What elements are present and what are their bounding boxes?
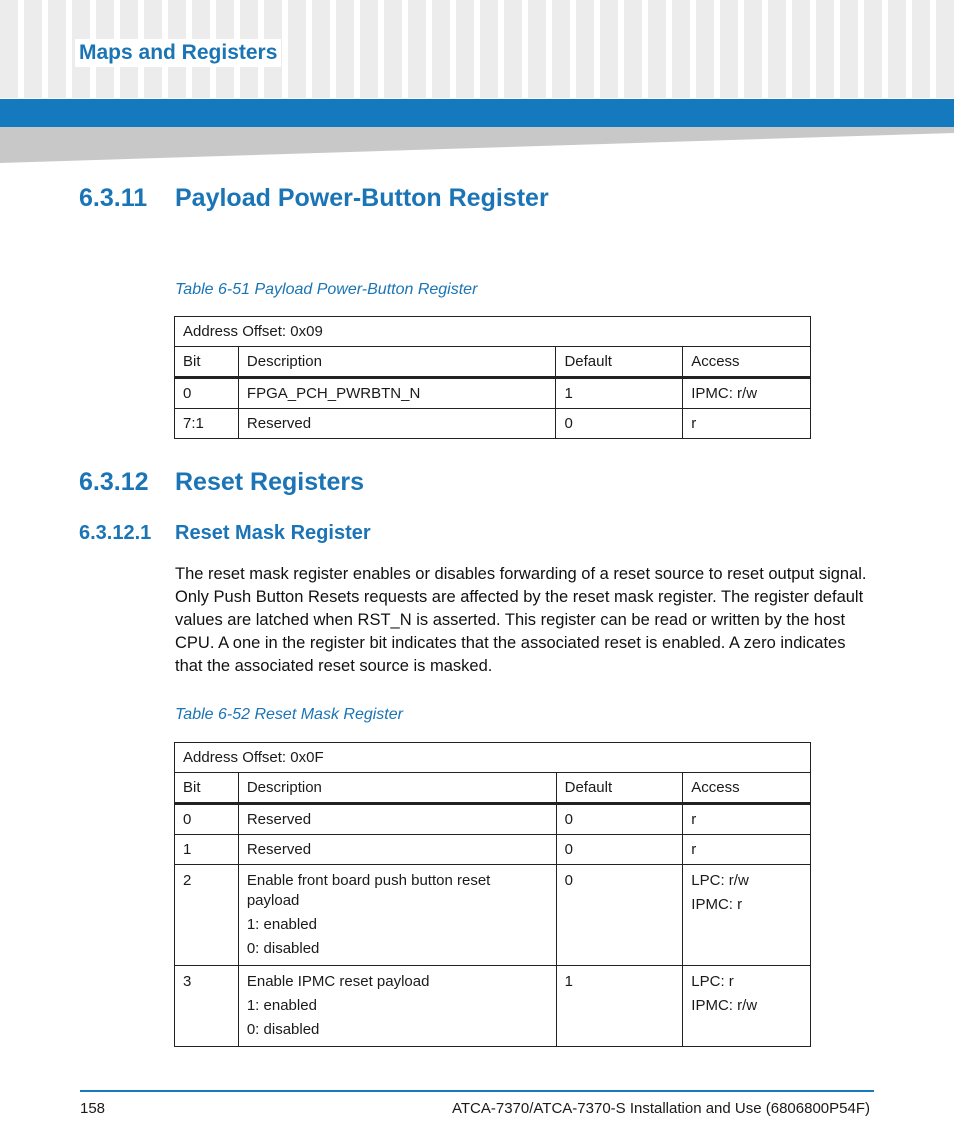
- col-header-bit: Bit: [175, 773, 239, 804]
- cell-default: 1: [556, 378, 683, 409]
- table-row: [175, 378, 811, 409]
- table-row: [175, 804, 811, 835]
- heading-6-3-11: 6.3.11 Payload Power-Button Register: [79, 184, 549, 212]
- footer-rule: [80, 1090, 874, 1092]
- col-header-description: Description: [238, 347, 556, 378]
- table-6-52-caption: Table 6-52 Reset Mask Register: [175, 706, 403, 723]
- cell-description: Reserved: [238, 835, 556, 865]
- col-header-description: Description: [238, 773, 556, 804]
- cell-access: r: [683, 409, 811, 439]
- cell-access: r: [683, 835, 811, 865]
- table-reset-mask: [174, 742, 811, 1047]
- document-title: ATCA-7370/ATCA-7370-S Installation and Use (6806800P54F): [451, 1100, 870, 1117]
- cell-default: 0: [556, 835, 683, 865]
- col-header-default: Default: [556, 773, 683, 804]
- table-row: [175, 865, 811, 966]
- address-offset: Address Offset: 0x0F: [175, 743, 811, 773]
- col-header-bit: Bit: [175, 347, 239, 378]
- cell-default: 0: [556, 865, 683, 966]
- cell-bit: 2: [175, 865, 239, 966]
- table-row: [175, 409, 811, 439]
- cell-description: Enable IPMC reset payload 1: enabled 0: disabled: [238, 966, 556, 1047]
- cell-bit: 3: [175, 966, 239, 1047]
- cell-description: Reserved: [238, 409, 556, 439]
- cell-bit: 0: [175, 804, 239, 835]
- table-row: [175, 835, 811, 865]
- heading-6-3-12-1: 6.3.12.1 Reset Mask Register: [79, 522, 371, 544]
- header-grey-wedge: [0, 127, 954, 163]
- body-paragraph: The reset mask register enables or disables forwarding of a reset source to reset output signal. Only Push Button Resets requests are affected by the reset mask register. The register default values are latched when RST_N is asserted. This register can be read or written by the host CPU. A one in the register bit indicates that the associated reset is enabled. A zero indicates that the associated reset source is masked.: [175, 565, 867, 675]
- heading-6-3-12: 6.3.12 Reset Registers: [79, 468, 364, 496]
- cell-access: IPMC: r/w: [683, 378, 811, 409]
- col-header-access: Access: [683, 773, 811, 804]
- col-header-default: Default: [556, 347, 683, 378]
- running-header: Maps and Registers: [75, 39, 281, 67]
- cell-default: 0: [556, 804, 683, 835]
- cell-bit: 1: [175, 835, 239, 865]
- cell-description: Reserved: [238, 804, 556, 835]
- cell-access: r: [683, 804, 811, 835]
- header-blue-band: [0, 99, 954, 127]
- cell-access: LPC: r IPMC: r/w: [683, 966, 811, 1047]
- cell-description: FPGA_PCH_PWRBTN_N: [238, 378, 556, 409]
- table-payload-power-button: [174, 316, 811, 439]
- table-6-51-caption: Table 6-51 Payload Power-Button Register: [175, 281, 478, 298]
- page-number: 158: [80, 1100, 106, 1117]
- cell-default: 1: [556, 966, 683, 1047]
- cell-description: Enable front board push button reset payload 1: enabled 0: disabled: [238, 865, 556, 966]
- cell-bit: 0: [175, 378, 239, 409]
- cell-default: 0: [556, 409, 683, 439]
- cell-bit: 7:1: [175, 409, 239, 439]
- table-row: [175, 966, 811, 1047]
- col-header-access: Access: [683, 347, 811, 378]
- cell-access: LPC: r/w IPMC: r: [683, 865, 811, 966]
- address-offset: Address Offset: 0x09: [175, 317, 811, 347]
